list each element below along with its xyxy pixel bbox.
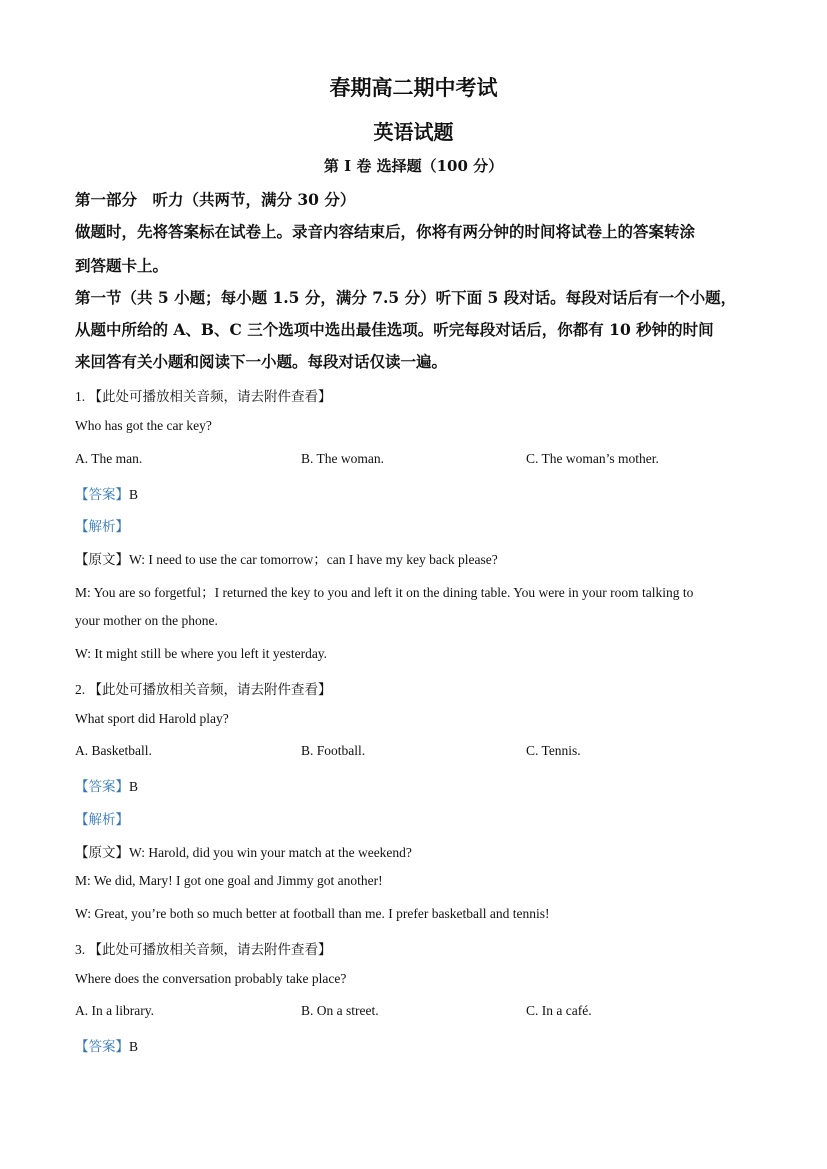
exam-subject: 英语试题 [373, 120, 454, 144]
audio-link[interactable]: 【此处可播放相关音频，请去附件查看】 [88, 682, 332, 698]
question-3-answer [75, 1035, 138, 1055]
original-label: 【原文】 [75, 552, 129, 568]
question-2-transcript-3: W: Great, you’re both so much better at football than me. I prefer basketball and tennis! [75, 906, 550, 921]
question-2-option-b: B. Football. [301, 743, 366, 758]
question-1-header [75, 385, 332, 405]
question-3-header [75, 938, 332, 958]
answer-label: 【答案】 [75, 487, 129, 503]
question-number: 3. [75, 942, 86, 957]
audio-link[interactable]: 【此处可播放相关音频，请去附件查看】 [88, 942, 332, 958]
answer-value: B [129, 487, 139, 502]
question-1-transcript-1 [75, 548, 498, 568]
question-1-answer [75, 483, 138, 503]
question-3-option-a: A. In a library. [75, 1003, 154, 1018]
question-1-option-b: B. The woman. [301, 451, 384, 466]
question-1-transcript-3: your mother on the phone. [75, 613, 218, 628]
instruction-line-2: 到答题卡上。 [75, 256, 169, 275]
question-2-option-c: C. Tennis. [526, 743, 581, 758]
part-heading: 第一部分 听力（共两节，满分 30 分） [75, 190, 356, 209]
transcript-text: W: Harold, did you win your match at the weekend? [129, 845, 412, 860]
answer-value: B [129, 779, 139, 794]
section-instruction-2: 从题中所给的 A、B、C 三个选项中选出最佳选项。听完每段对话后，你都有 10 秒钟的时间 [75, 320, 714, 339]
question-1-option-a: A. The man. [75, 451, 143, 466]
audio-link[interactable]: 【此处可播放相关音频，请去附件查看】 [88, 389, 332, 405]
question-number: 1. [75, 389, 86, 404]
question-2-transcript-2: M: We did, Mary! I got one goal and Jimmy got another! [75, 873, 383, 888]
question-1-option-c: C. The woman’s mother. [526, 451, 659, 466]
question-1-transcript-4: W: It might still be where you left it yesterday. [75, 646, 328, 661]
question-3-text: Where does the conversation probably take place? [75, 971, 347, 986]
question-2-answer [75, 775, 138, 795]
instruction-line-1: 做题时，先将答案标在试卷上。录音内容结束后，你将有两分钟的时间将试卷上的答案转涂 [75, 222, 696, 241]
analysis-label: 【解析】 [75, 519, 129, 535]
question-1-text: Who has got the car key? [75, 418, 212, 433]
question-number: 2. [75, 682, 86, 697]
answer-value: B [129, 1039, 139, 1054]
answer-label: 【答案】 [75, 1039, 129, 1055]
answer-label: 【答案】 [75, 779, 129, 795]
question-1-analysis [75, 515, 129, 535]
volume-heading: 第 I 卷 选择题（100 分） [323, 157, 504, 175]
original-label: 【原文】 [75, 845, 129, 861]
question-1-transcript-2: M: You are so forgetful；I returned the key to you and left it on the dining table. You were in your room talking to [75, 585, 694, 600]
question-2-option-a: A. Basketball. [75, 743, 152, 758]
section-instruction-1: 第一节（共 5 小题；每小题 1.5 分，满分 7.5 分）听下面 5 段对话。每段对话后有一个小题， [75, 288, 737, 307]
transcript-text: W: I need to use the car tomorrow；can I have my key back please? [129, 552, 498, 567]
analysis-label: 【解析】 [75, 812, 129, 828]
question-3-option-c: C. In a café. [526, 1003, 592, 1018]
exam-title: 春期高二期中考试 [329, 75, 498, 100]
question-2-analysis [75, 808, 129, 828]
section-instruction-3: 来回答有关小题和阅读下一小题。每段对话仅读一遍。 [75, 352, 448, 371]
question-2-transcript-1 [75, 841, 412, 861]
question-2-header [75, 678, 332, 698]
question-2-text: What sport did Harold play? [75, 711, 229, 726]
question-3-option-b: B. On a street. [301, 1003, 379, 1018]
